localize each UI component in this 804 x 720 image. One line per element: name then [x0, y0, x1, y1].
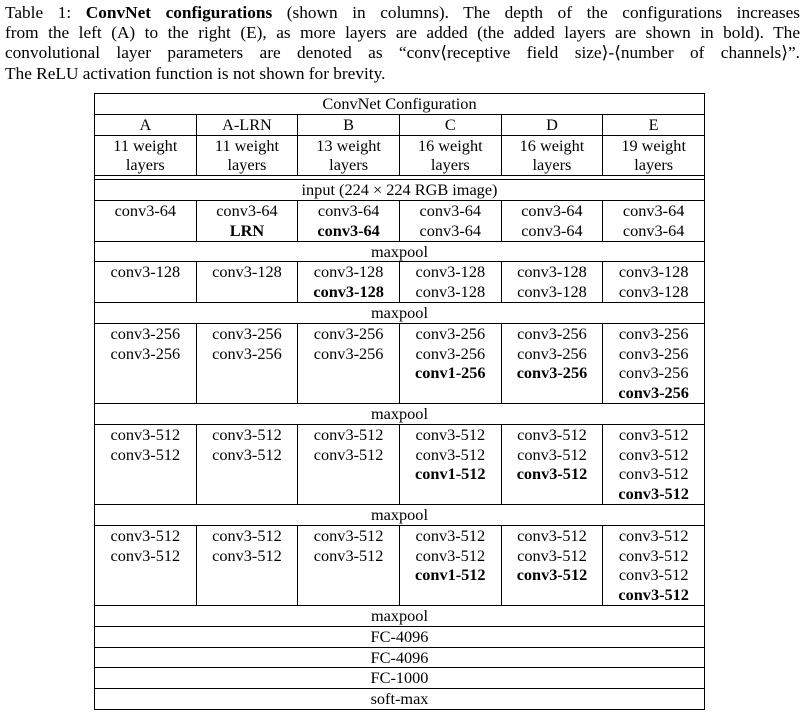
layer-entry: conv3-512 — [212, 444, 282, 464]
layer-entry: conv3-512 — [110, 444, 181, 464]
caption-line — [5, 3, 800, 23]
conv-block-cell — [603, 323, 705, 403]
fc-layer: FC-1000 — [95, 668, 705, 689]
fc-layer-row — [95, 647, 705, 668]
column-depth — [399, 135, 501, 176]
depth-line: 16 weight — [417, 135, 483, 155]
caption-line: from the left (A) to the right (E), as more layers are added (the added layers are shown in bold). The — [5, 23, 800, 43]
maxpool-layer-row — [95, 241, 705, 262]
conv-block-cell — [95, 323, 197, 403]
layer-entry: conv3-512 — [517, 545, 587, 565]
layer-entry: conv3-512 — [517, 424, 587, 444]
layer-entry: conv3-512 — [212, 525, 282, 545]
layer-entry: conv3-64 — [622, 220, 685, 240]
conv-block-row — [95, 424, 705, 504]
depth-line: layers — [532, 155, 572, 175]
layer-entry: conv3-512 — [618, 545, 689, 565]
fc-layer-row — [95, 668, 705, 689]
fc-layer: FC-4096 — [95, 626, 705, 647]
caption-line: convolutional layer parameters are denoted as “conv⟨receptive field size⟩-⟨number of channels⟩”. — [5, 43, 800, 63]
input-layer: input (224 × 224 RGB image) — [95, 180, 705, 201]
conv-block-cell — [501, 323, 603, 403]
depth-line: 11 weight — [214, 135, 279, 155]
conv-block-cell — [399, 424, 501, 504]
column-depth — [603, 135, 705, 176]
column-depth — [298, 135, 400, 176]
maxpool-layer: maxpool — [95, 605, 705, 626]
layer-entry: conv3-64 — [521, 220, 583, 240]
layer-entry: conv3-128 — [618, 282, 689, 302]
conv-block-cell — [501, 262, 603, 303]
conv-block-cell — [196, 525, 298, 605]
layer-entry: conv3-512 — [415, 444, 486, 464]
layer-entry: conv3-256 — [516, 363, 588, 383]
layer-entry: conv3-512 — [618, 444, 689, 464]
layer-entry: conv3-512 — [618, 424, 689, 444]
layer-entry: conv3-512 — [618, 464, 689, 484]
layer-entry: conv3-128 — [110, 262, 181, 282]
conv-block-cell — [603, 525, 705, 605]
layer-entry: conv3-512 — [618, 565, 689, 585]
conv-block-row — [95, 200, 705, 241]
maxpool-layer-row — [95, 302, 705, 323]
layer-entry: conv3-512 — [313, 424, 384, 444]
conv-block-cell — [298, 262, 400, 303]
column-names-row — [95, 114, 705, 135]
layer-entry: conv3-64 — [317, 200, 380, 220]
depth-line: 11 weight — [113, 135, 178, 155]
column-name-a-lrn: A-LRN — [196, 114, 298, 135]
column-name-a: A — [95, 114, 197, 135]
layer-entry: conv3-512 — [110, 545, 181, 565]
layer-entry: conv3-512 — [415, 424, 486, 444]
caption-text: (shown in columns). The depth of the configurations increases — [272, 3, 801, 22]
caption-label: Table 1: — [5, 3, 86, 22]
fc-layer-row — [95, 626, 705, 647]
layer-entry: conv3-256 — [618, 383, 689, 403]
conv-block-cell — [196, 262, 298, 303]
layer-entry: conv3-512 — [618, 585, 689, 605]
layer-entry: conv1-512 — [415, 565, 486, 585]
maxpool-layer-row — [95, 403, 705, 424]
conv-block-cell — [603, 200, 705, 241]
layer-entry: conv3-512 — [415, 545, 486, 565]
layer-entry: conv3-64 — [114, 200, 177, 220]
softmax-layer: soft-max — [95, 689, 705, 710]
input-layer-row — [95, 180, 705, 201]
maxpool-layer-row — [95, 605, 705, 626]
layer-entry: conv3-128 — [415, 262, 486, 282]
depth-line: 13 weight — [316, 135, 381, 155]
layer-entry: conv3-128 — [415, 282, 486, 302]
depth-line: 16 weight — [519, 135, 585, 155]
conv-block-cell — [501, 200, 603, 241]
depth-line: layers — [634, 155, 674, 175]
depth-line: layers — [125, 155, 165, 175]
layer-entry: conv1-256 — [415, 363, 486, 383]
layer-entry: conv3-64 — [622, 200, 685, 220]
column-name-d: D — [501, 114, 603, 135]
layer-entry: conv3-512 — [516, 464, 588, 484]
caption-line: The ReLU activation function is not shown for brevity. — [5, 63, 386, 83]
layer-entry: conv3-256 — [517, 343, 587, 363]
conv-block-row — [95, 262, 705, 303]
conv-block-cell — [501, 424, 603, 504]
column-name-e: E — [603, 114, 705, 135]
conv-block-cell — [298, 424, 400, 504]
layer-entry: conv3-512 — [517, 525, 587, 545]
layer-entry: conv3-64 — [419, 220, 482, 240]
conv-block-row — [95, 323, 705, 403]
layer-entry: conv3-128 — [212, 262, 282, 282]
layer-entry: conv3-128 — [313, 282, 384, 302]
layer-entry: conv3-512 — [110, 424, 181, 444]
layer-entry: conv3-512 — [618, 525, 689, 545]
maxpool-layer: maxpool — [95, 302, 705, 323]
conv-block-cell — [399, 262, 501, 303]
depth-line: layers — [329, 155, 369, 175]
conv-block-cell — [603, 424, 705, 504]
layer-entry: conv3-512 — [517, 444, 587, 464]
depth-line: layers — [227, 155, 267, 175]
layer-entry: conv3-256 — [110, 343, 181, 363]
layer-entry: conv3-256 — [313, 323, 384, 343]
conv-block-cell — [298, 323, 400, 403]
layer-entry: conv3-512 — [110, 525, 181, 545]
layer-entry: conv3-256 — [110, 323, 181, 343]
table-body — [95, 94, 705, 710]
conv-block-cell — [95, 424, 197, 504]
column-name-c: C — [399, 114, 501, 135]
maxpool-layer-row — [95, 504, 705, 525]
fc-layer: FC-4096 — [95, 647, 705, 668]
layer-entry: conv3-512 — [516, 565, 588, 585]
layer-entry: conv3-256 — [618, 363, 689, 383]
conv-block-cell — [196, 323, 298, 403]
layer-entry: conv3-512 — [212, 424, 282, 444]
depth-line: layers — [430, 155, 470, 175]
layer-entry: conv3-512 — [618, 484, 689, 504]
conv-block-cell — [501, 525, 603, 605]
maxpool-layer: maxpool — [95, 403, 705, 424]
layer-entry: conv3-256 — [618, 343, 689, 363]
layer-entry: conv1-512 — [415, 464, 486, 484]
layer-entry: conv3-256 — [415, 323, 486, 343]
layer-entry: conv3-64 — [216, 200, 278, 220]
conv-block-cell — [399, 323, 501, 403]
layer-entry: conv3-512 — [415, 525, 486, 545]
layer-entry: LRN — [229, 220, 265, 240]
layer-entry: conv3-256 — [618, 323, 689, 343]
layer-entry: conv3-64 — [521, 200, 583, 220]
caption-bold-title: ConvNet configurations — [85, 3, 273, 22]
layer-entry: conv3-256 — [517, 323, 587, 343]
maxpool-layer: maxpool — [95, 241, 705, 262]
conv-block-cell — [95, 262, 197, 303]
depth-line: 19 weight — [621, 135, 686, 155]
conv-block-cell — [603, 262, 705, 303]
layer-entry: conv3-256 — [212, 343, 282, 363]
layer-entry: conv3-256 — [415, 343, 486, 363]
maxpool-layer: maxpool — [95, 504, 705, 525]
layer-entry: conv3-128 — [618, 262, 689, 282]
layer-entry: conv3-64 — [419, 200, 482, 220]
conv-block-cell — [399, 525, 501, 605]
conv-block-cell — [95, 525, 197, 605]
softmax-layer-row — [95, 689, 705, 710]
layer-entry: conv3-128 — [517, 262, 587, 282]
layer-entry: conv3-64 — [317, 220, 380, 240]
layer-entry: conv3-512 — [313, 444, 384, 464]
column-depth — [501, 135, 603, 176]
layer-entry: conv3-512 — [313, 545, 384, 565]
table-caption — [5, 3, 800, 84]
column-name-b: B — [298, 114, 400, 135]
column-depth — [95, 135, 197, 176]
layer-entry: conv3-128 — [313, 262, 384, 282]
conv-block-cell — [196, 200, 298, 241]
conv-block-cell — [298, 525, 400, 605]
conv-block-row — [95, 525, 705, 605]
layer-entry: conv3-512 — [313, 525, 384, 545]
conv-block-cell — [298, 200, 400, 241]
conv-block-cell — [95, 200, 197, 241]
column-depth — [196, 135, 298, 176]
layer-entry: conv3-256 — [212, 323, 282, 343]
layer-entry: conv3-128 — [517, 282, 587, 302]
convnet-configuration-table — [94, 93, 705, 710]
table-header-row — [95, 94, 705, 115]
layer-entry: conv3-256 — [313, 343, 384, 363]
layer-entry: conv3-512 — [212, 545, 282, 565]
conv-block-cell — [196, 424, 298, 504]
conv-block-cell — [399, 200, 501, 241]
table-header: ConvNet Configuration — [95, 94, 705, 115]
column-depth-row — [95, 135, 705, 176]
